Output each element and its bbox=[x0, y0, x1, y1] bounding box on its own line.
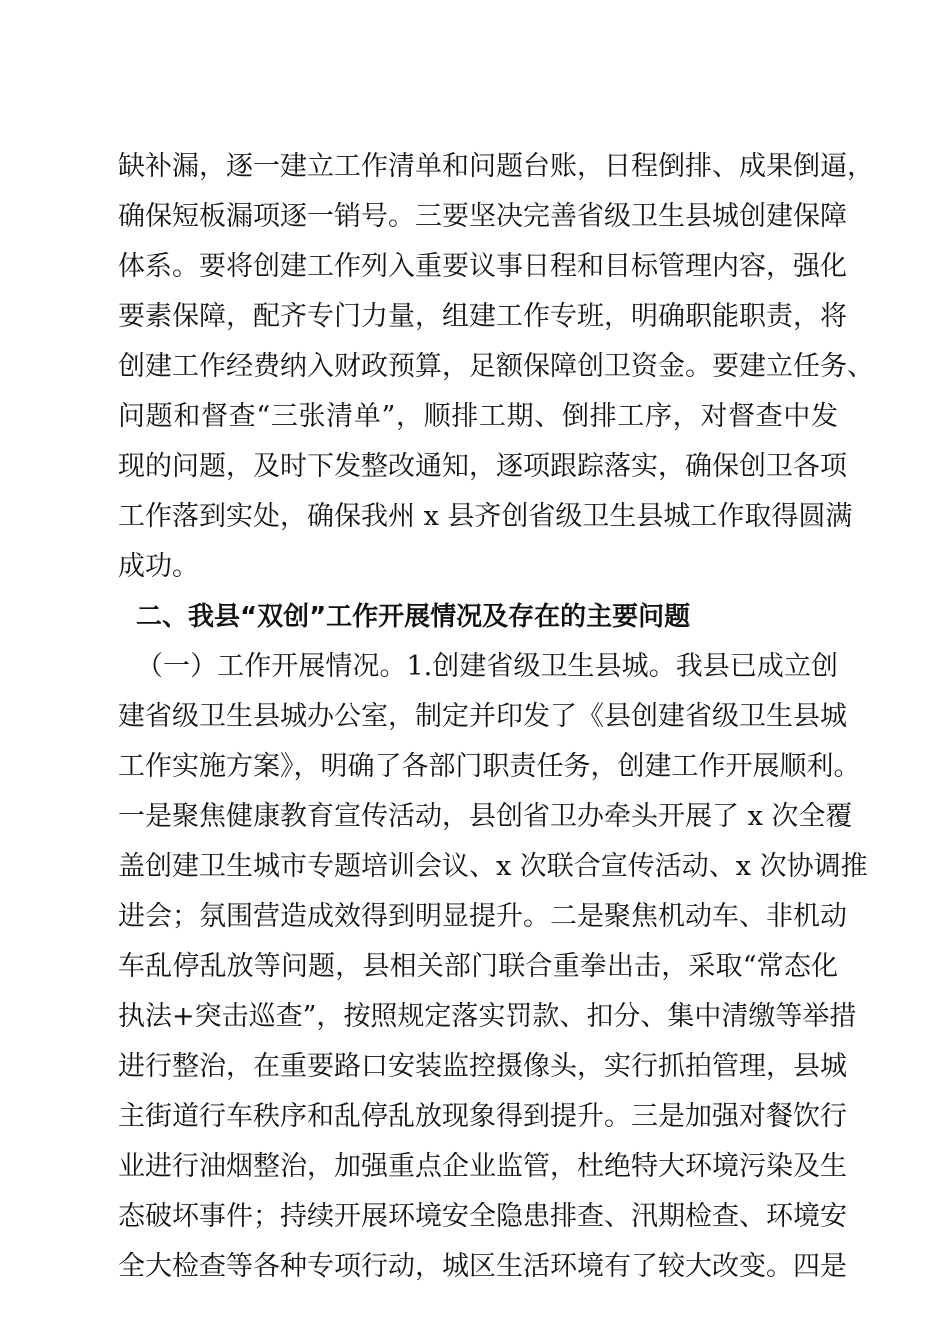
text-line: 盖创建卫生城市专题培训会议、x 次联合宣传活动、x 次协调推 bbox=[118, 851, 868, 882]
text-line: 创建工作经费纳入财政预算，足额保障创卫资金。要建立任务、 bbox=[118, 351, 874, 382]
text-line: 成功。 bbox=[118, 551, 199, 582]
text-line: 执法+突击巡查”，按照规定落实罚款、扣分、集中清缴等举措 bbox=[118, 1001, 857, 1032]
text-line: 主街道行车秩序和乱停乱放现象得到提升。三是加强对餐饮行 bbox=[118, 1101, 847, 1132]
section-heading: 二、我县“双创”工作开展情况及存在的主要问题 bbox=[136, 602, 691, 632]
text-line: 问题和督查“三张清单”，顺排工期、倒排工序，对督查中发 bbox=[118, 401, 838, 432]
text-line: 确保短板漏项逐一销号。三要坚决完善省级卫生县城创建保障 bbox=[118, 201, 847, 232]
text-line: 态破坏事件；持续开展环境安全隐患排查、汛期检查、环境安 bbox=[118, 1201, 847, 1232]
text-line: 工作实施方案》，明确了各部门职责任务，创建工作开展顺利。 bbox=[118, 751, 861, 782]
text-line: 现的问题，及时下发整改通知，逐项跟踪落实，确保创卫各项 bbox=[118, 451, 847, 482]
text-line: 一是聚焦健康教育宣传活动，县创省卫办牵头开展了 x 次全覆 bbox=[118, 801, 853, 832]
text-line: 全大检查等各种专项行动，城区生活环境有了较大改变。四是 bbox=[118, 1251, 847, 1282]
document-body bbox=[118, 142, 874, 1292]
text-line: 要素保障，配齐专门力量，组建工作专班，明确职能职责，将 bbox=[118, 301, 847, 332]
text-line: 进会；氛围营造成效得到明显提升。二是聚焦机动车、非机动 bbox=[118, 901, 847, 932]
text-line: 车乱停乱放等问题，县相关部门联合重拳出击，采取“常态化 bbox=[118, 951, 838, 982]
text-line: 进行整治，在重要路口安装监控摄像头，实行抓拍管理，县城 bbox=[118, 1051, 847, 1082]
text-line: 缺补漏，逐一建立工作清单和问题台账，日程倒排、成果倒逼， bbox=[118, 151, 874, 182]
text-line: 工作落到实处，确保我州 x 县齐创省级卫生县城工作取得圆满 bbox=[118, 501, 853, 532]
text-line: 体系。要将创建工作列入重要议事日程和目标管理内容，强化 bbox=[118, 251, 847, 282]
text-line: （一）工作开展情况。1.创建省级卫生县城。我县已成立创 bbox=[136, 651, 838, 682]
text-line: 业进行油烟整治，加强重点企业监管，杜绝特大环境污染及生 bbox=[118, 1151, 847, 1182]
text-line: 建省级卫生县城办公室，制定并印发了《县创建省级卫生县城 bbox=[118, 701, 847, 732]
